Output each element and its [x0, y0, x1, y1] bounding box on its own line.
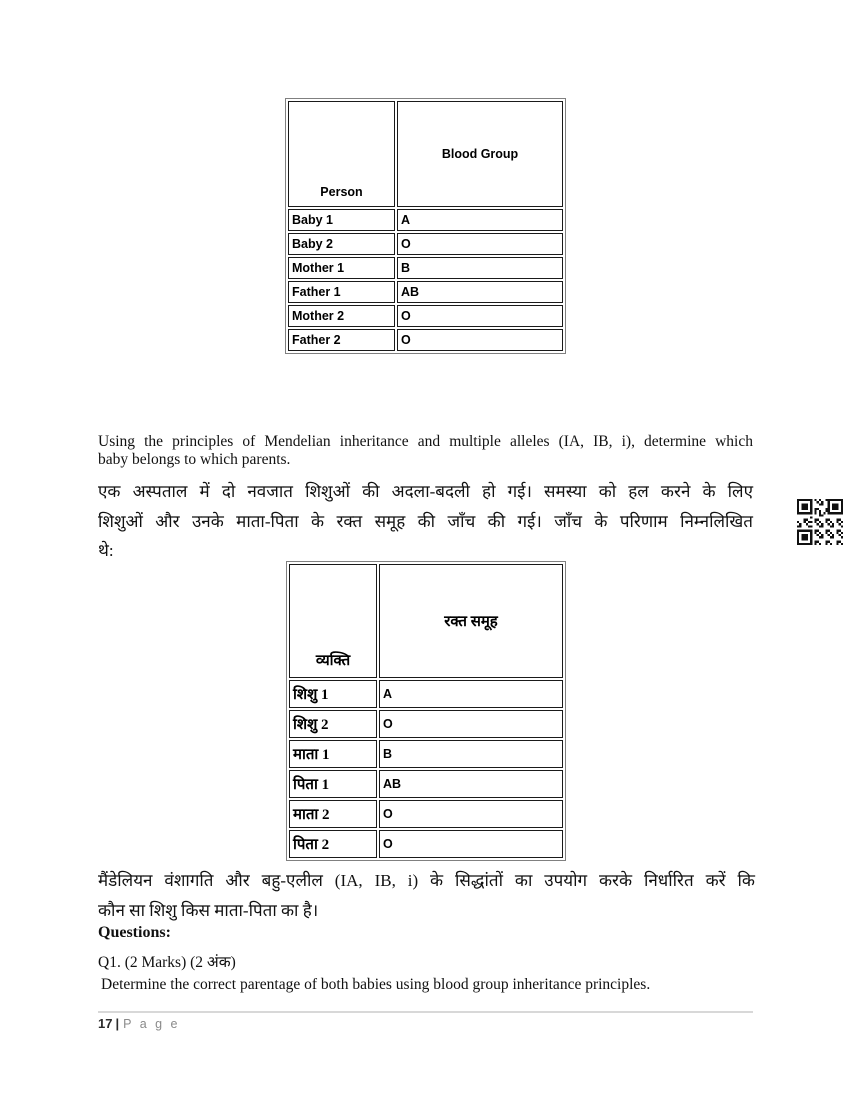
text-line: एक अस्पताल में दो नवजात शिशुओं की अदला-बदली हो गई। समस्या को हल करने के लिए — [98, 482, 753, 501]
footer-separator: | — [115, 1016, 120, 1031]
cell-person: Father 2 — [288, 329, 395, 351]
footer-divider — [98, 1011, 753, 1013]
text-line: थे: — [98, 541, 114, 560]
cell-person: Baby 1 — [288, 209, 395, 231]
cell-blood-group: A — [397, 209, 563, 231]
table-header-row — [289, 564, 563, 678]
table-row — [288, 329, 563, 351]
cell-person: Father 1 — [288, 281, 395, 303]
cell-person: Baby 2 — [288, 233, 395, 255]
table-row — [289, 740, 563, 768]
cell-blood-group: AB — [397, 281, 563, 303]
text-line: शिशुओं और उनके माता-पिता के रक्त समूह की जाँच की गई। जाँच के परिणाम निम्नलिखित — [98, 511, 753, 531]
cell-person: शिशु 2 — [289, 710, 377, 738]
text-line: Using the principles of Mendelian inheritance and multiple alleles (IA, IB, i), determine which — [98, 433, 753, 450]
text-line: मैंडेलियन वंशागति और बहु-एलील (IA, IB, i) के सिद्धांतों का उपयोग करके निर्धारित करें कि — [98, 871, 755, 890]
table-row — [288, 257, 563, 279]
blood-group-table-english — [285, 98, 566, 354]
text-line: baby belongs to which parents. — [98, 450, 291, 468]
footer-page-label: P a g e — [123, 1017, 180, 1031]
cell-person: पिता 2 — [289, 830, 377, 858]
header-blood-group: Blood Group — [397, 101, 563, 207]
table-row — [288, 209, 563, 231]
text-line: कौन सा शिशु किस माता-पिता का है। — [98, 901, 319, 920]
table-row — [289, 800, 563, 828]
cell-blood-group: O — [379, 800, 563, 828]
table-header-row — [288, 101, 563, 207]
cell-person: माता 1 — [289, 740, 377, 768]
question-1-text: Determine the correct parentage of both babies using blood group inheritance principles. — [101, 976, 651, 993]
cell-blood-group: B — [379, 740, 563, 768]
table-row — [289, 680, 563, 708]
table-row — [289, 710, 563, 738]
table-row — [288, 233, 563, 255]
table-row — [288, 305, 563, 327]
table-row — [288, 281, 563, 303]
table-row — [289, 830, 563, 858]
cell-person: माता 2 — [289, 800, 377, 828]
cell-person: Mother 1 — [288, 257, 395, 279]
cell-blood-group: O — [397, 329, 563, 351]
cell-person: शिशु 1 — [289, 680, 377, 708]
cell-person: Mother 2 — [288, 305, 395, 327]
cell-person: पिता 1 — [289, 770, 377, 798]
question-1-label: Q1. (2 Marks) (2 अंक) — [98, 954, 236, 971]
paragraph-english — [98, 433, 753, 468]
cell-blood-group: B — [397, 257, 563, 279]
header-person: Person — [288, 101, 395, 207]
cell-blood-group: O — [397, 305, 563, 327]
cell-blood-group: O — [379, 710, 563, 738]
paragraph-hindi-intro — [98, 477, 753, 566]
blood-group-table-hindi — [286, 561, 566, 861]
page-footer — [98, 1016, 180, 1031]
header-person: व्यक्ति — [289, 564, 377, 678]
table-row — [289, 770, 563, 798]
qr-code — [797, 499, 843, 545]
cell-blood-group: O — [379, 830, 563, 858]
cell-blood-group: A — [379, 680, 563, 708]
header-blood-group: रक्त समूह — [379, 564, 563, 678]
paragraph-hindi-question — [98, 866, 755, 926]
questions-heading: Questions: — [98, 924, 171, 941]
cell-blood-group: O — [397, 233, 563, 255]
page-number: 17 — [98, 1016, 113, 1031]
cell-blood-group: AB — [379, 770, 563, 798]
